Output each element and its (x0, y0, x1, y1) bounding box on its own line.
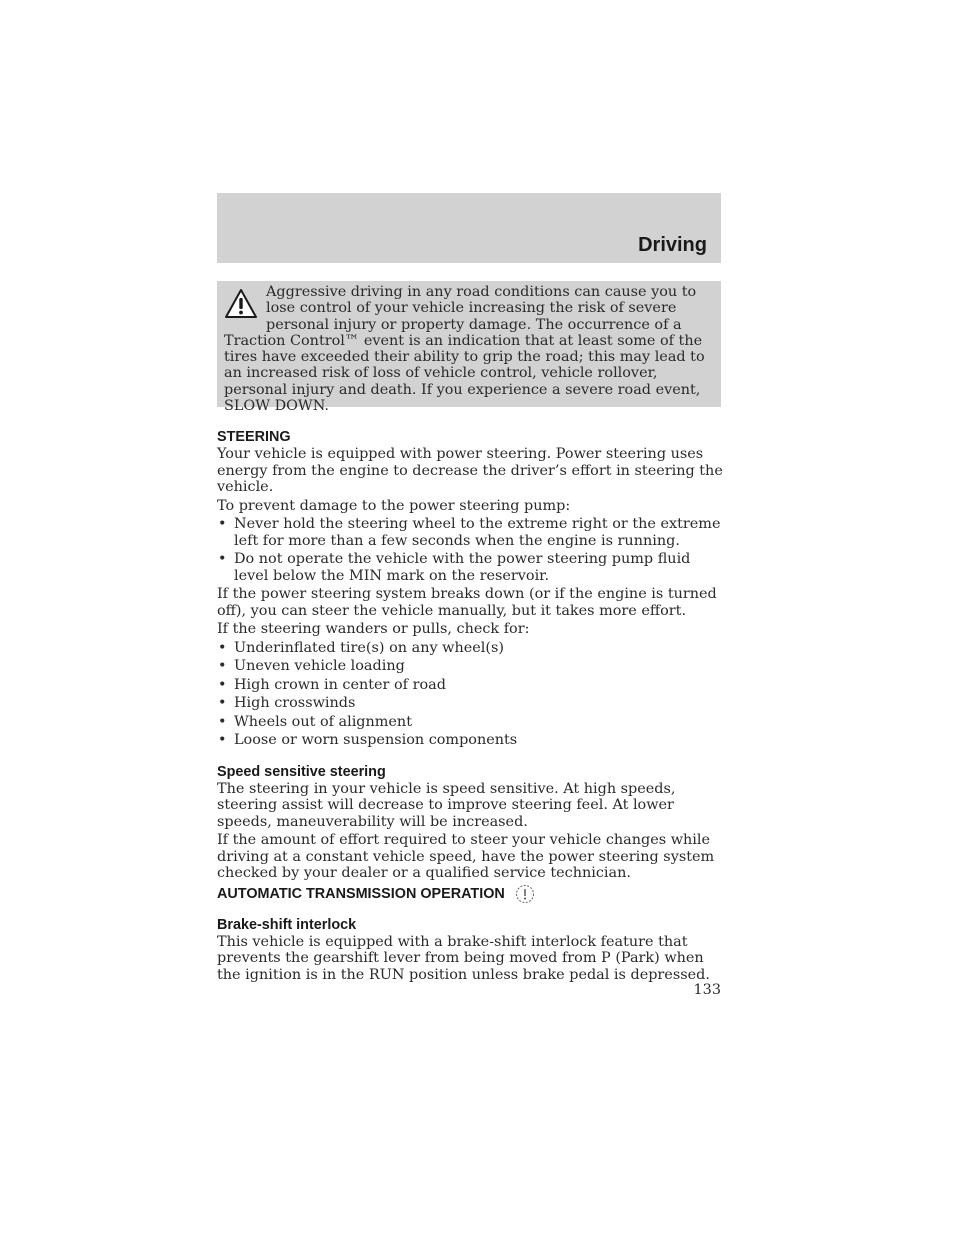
steering-paragraph: To prevent damage to the power steering pump: (217, 497, 571, 514)
page-number: 133 (693, 982, 721, 998)
steering-check-list (217, 640, 725, 749)
section-title: Driving (638, 234, 707, 256)
list-item: • Loose or worn suspension components (217, 732, 725, 749)
list-item: • Uneven vehicle loading (217, 658, 725, 675)
list-item: • Do not operate the vehicle with the power steering pump fluid level below the MIN mark on the reservoir. (217, 551, 725, 584)
transmission-icon (515, 884, 535, 904)
speed-sensitive-paragraph: If the amount of effort required to steer your vehicle changes while driving at a constant vehicle speed, have the power steering system checked by your dealer or a qualified service technician. (217, 832, 715, 881)
speed-sensitive-heading: Speed sensitive steering (217, 763, 386, 780)
steering-paragraph: If the steering wanders or pulls, check for: (217, 621, 530, 637)
transmission-heading (217, 884, 725, 904)
brake-shift-heading: Brake-shift interlock (217, 916, 357, 933)
steering-paragraph: Your vehicle is equipped with power steering. Power steering uses energy from the engine to decrease the driver’s effort in steering the vehicle. (217, 446, 723, 495)
list-item: • Underinflated tire(s) on any wheel(s) (217, 640, 725, 657)
brake-shift-paragraph: This vehicle is equipped with a brake-shift interlock feature that prevents the gearshift lever from being moved from P (Park) when the ignition is in the RUN position unless brake pedal is depressed. (217, 933, 710, 983)
pump-precautions-list (217, 516, 725, 584)
warning-text: Aggressive driving in any road conditions can cause you to lose control of your vehicle increasing the risk of severe personal injury or property damage. The occurrence of a Traction Control™ event is an indication that at least some of the tires have exceeded their ability to grip the road; this may lead to an increased risk of loss of vehicle control, vehicle rollover, personal injury and death. If you experience a severe road event, SLOW DOWN. (224, 284, 705, 415)
section-header (217, 193, 721, 263)
list-item: • High crown in center of road (217, 677, 725, 694)
warning-triangle-icon (224, 287, 258, 321)
list-item: • Never hold the steering wheel to the extreme right or the extreme left for more than a few seconds when the engine is running. (217, 516, 725, 549)
list-item: • High crosswinds (217, 695, 725, 712)
transmission-heading-text: AUTOMATIC TRANSMISSION OPERATION (217, 885, 505, 902)
list-item: • Wheels out of alignment (217, 714, 725, 731)
steering-paragraph: If the power steering system breaks down (or if the engine is turned off), you can steer the vehicle manually, but it takes more effort. (217, 586, 717, 619)
warning-box (217, 281, 721, 415)
speed-sensitive-paragraph: The steering in your vehicle is speed sensitive. At high speeds, steering assist will decrease to improve steering feel. At lower speeds, maneuverability will be increased. (217, 780, 676, 830)
main-content (217, 428, 725, 985)
steering-heading: STEERING (217, 429, 291, 445)
